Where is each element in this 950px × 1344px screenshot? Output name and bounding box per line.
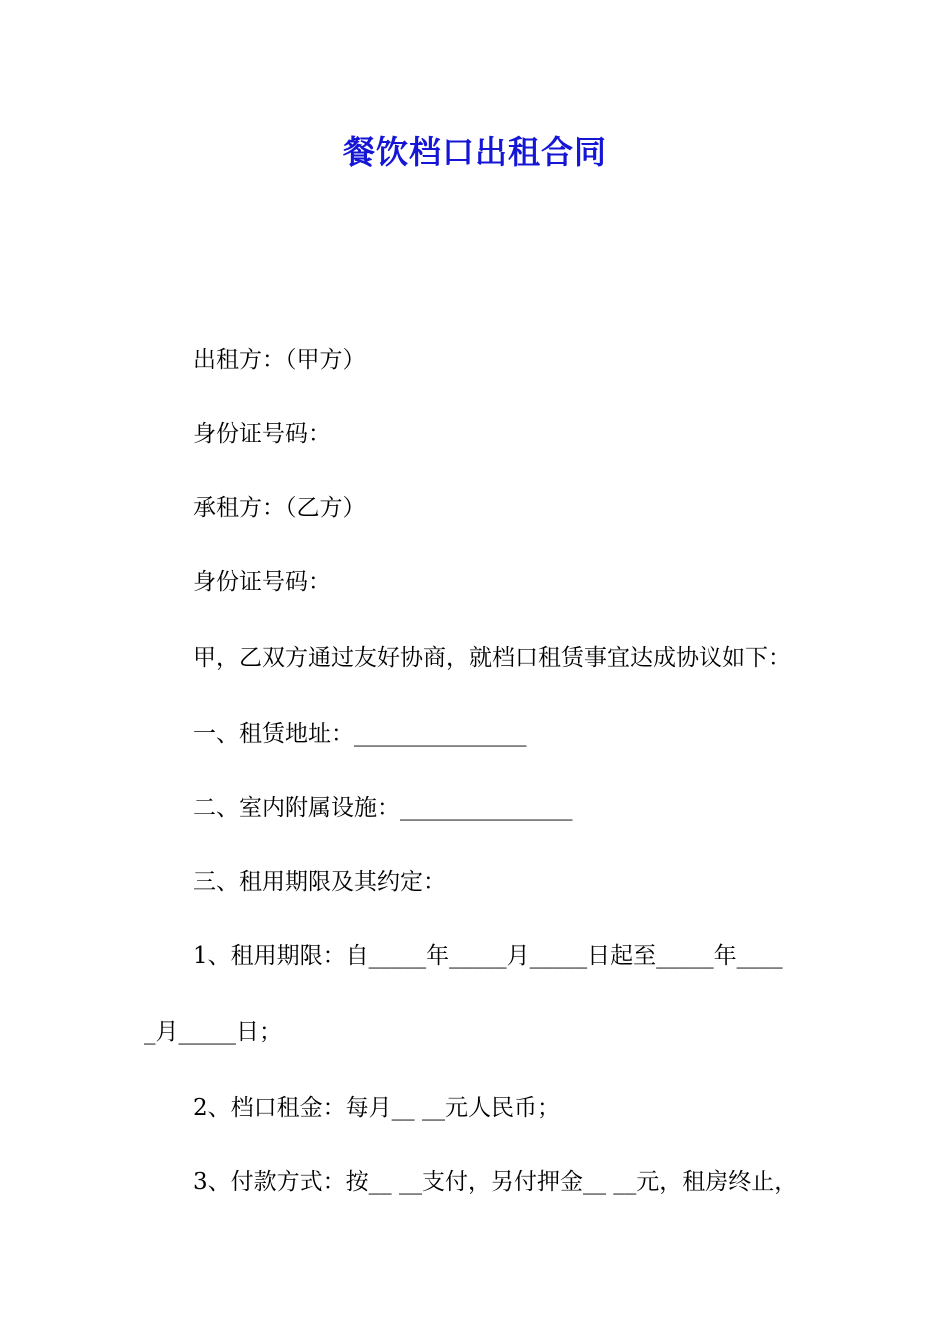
clause-term-period-cont: _月_____日；	[144, 1019, 282, 1045]
document-title: 餐饮档口出租合同	[342, 133, 607, 171]
agreement-intro: 甲，乙双方通过友好协商，就档口租赁事宜达成协议如下：	[193, 645, 791, 671]
lessor-label: 出租方：（甲方）	[193, 347, 366, 373]
lessee-label: 承租方：（乙方）	[193, 495, 366, 521]
clause-term-heading: 三、租用期限及其约定：	[193, 869, 446, 895]
clause-rent: 2、档口租金：每月__ __元人民币；	[193, 1095, 560, 1121]
clause-term-period: 1、租用期限：自_____年_____月_____日起至_____年____	[193, 943, 783, 969]
lessor-id-label: 身份证号码：	[193, 421, 331, 447]
clause-rental-address: 一、租赁地址：_______________	[193, 721, 527, 747]
lessee-id-label: 身份证号码：	[193, 569, 331, 595]
clause-payment: 3、付款方式：按__ __支付，另付押金__ __元，租房终止，	[193, 1169, 798, 1195]
clause-facilities: 二、室内附属设施：_______________	[193, 795, 573, 821]
